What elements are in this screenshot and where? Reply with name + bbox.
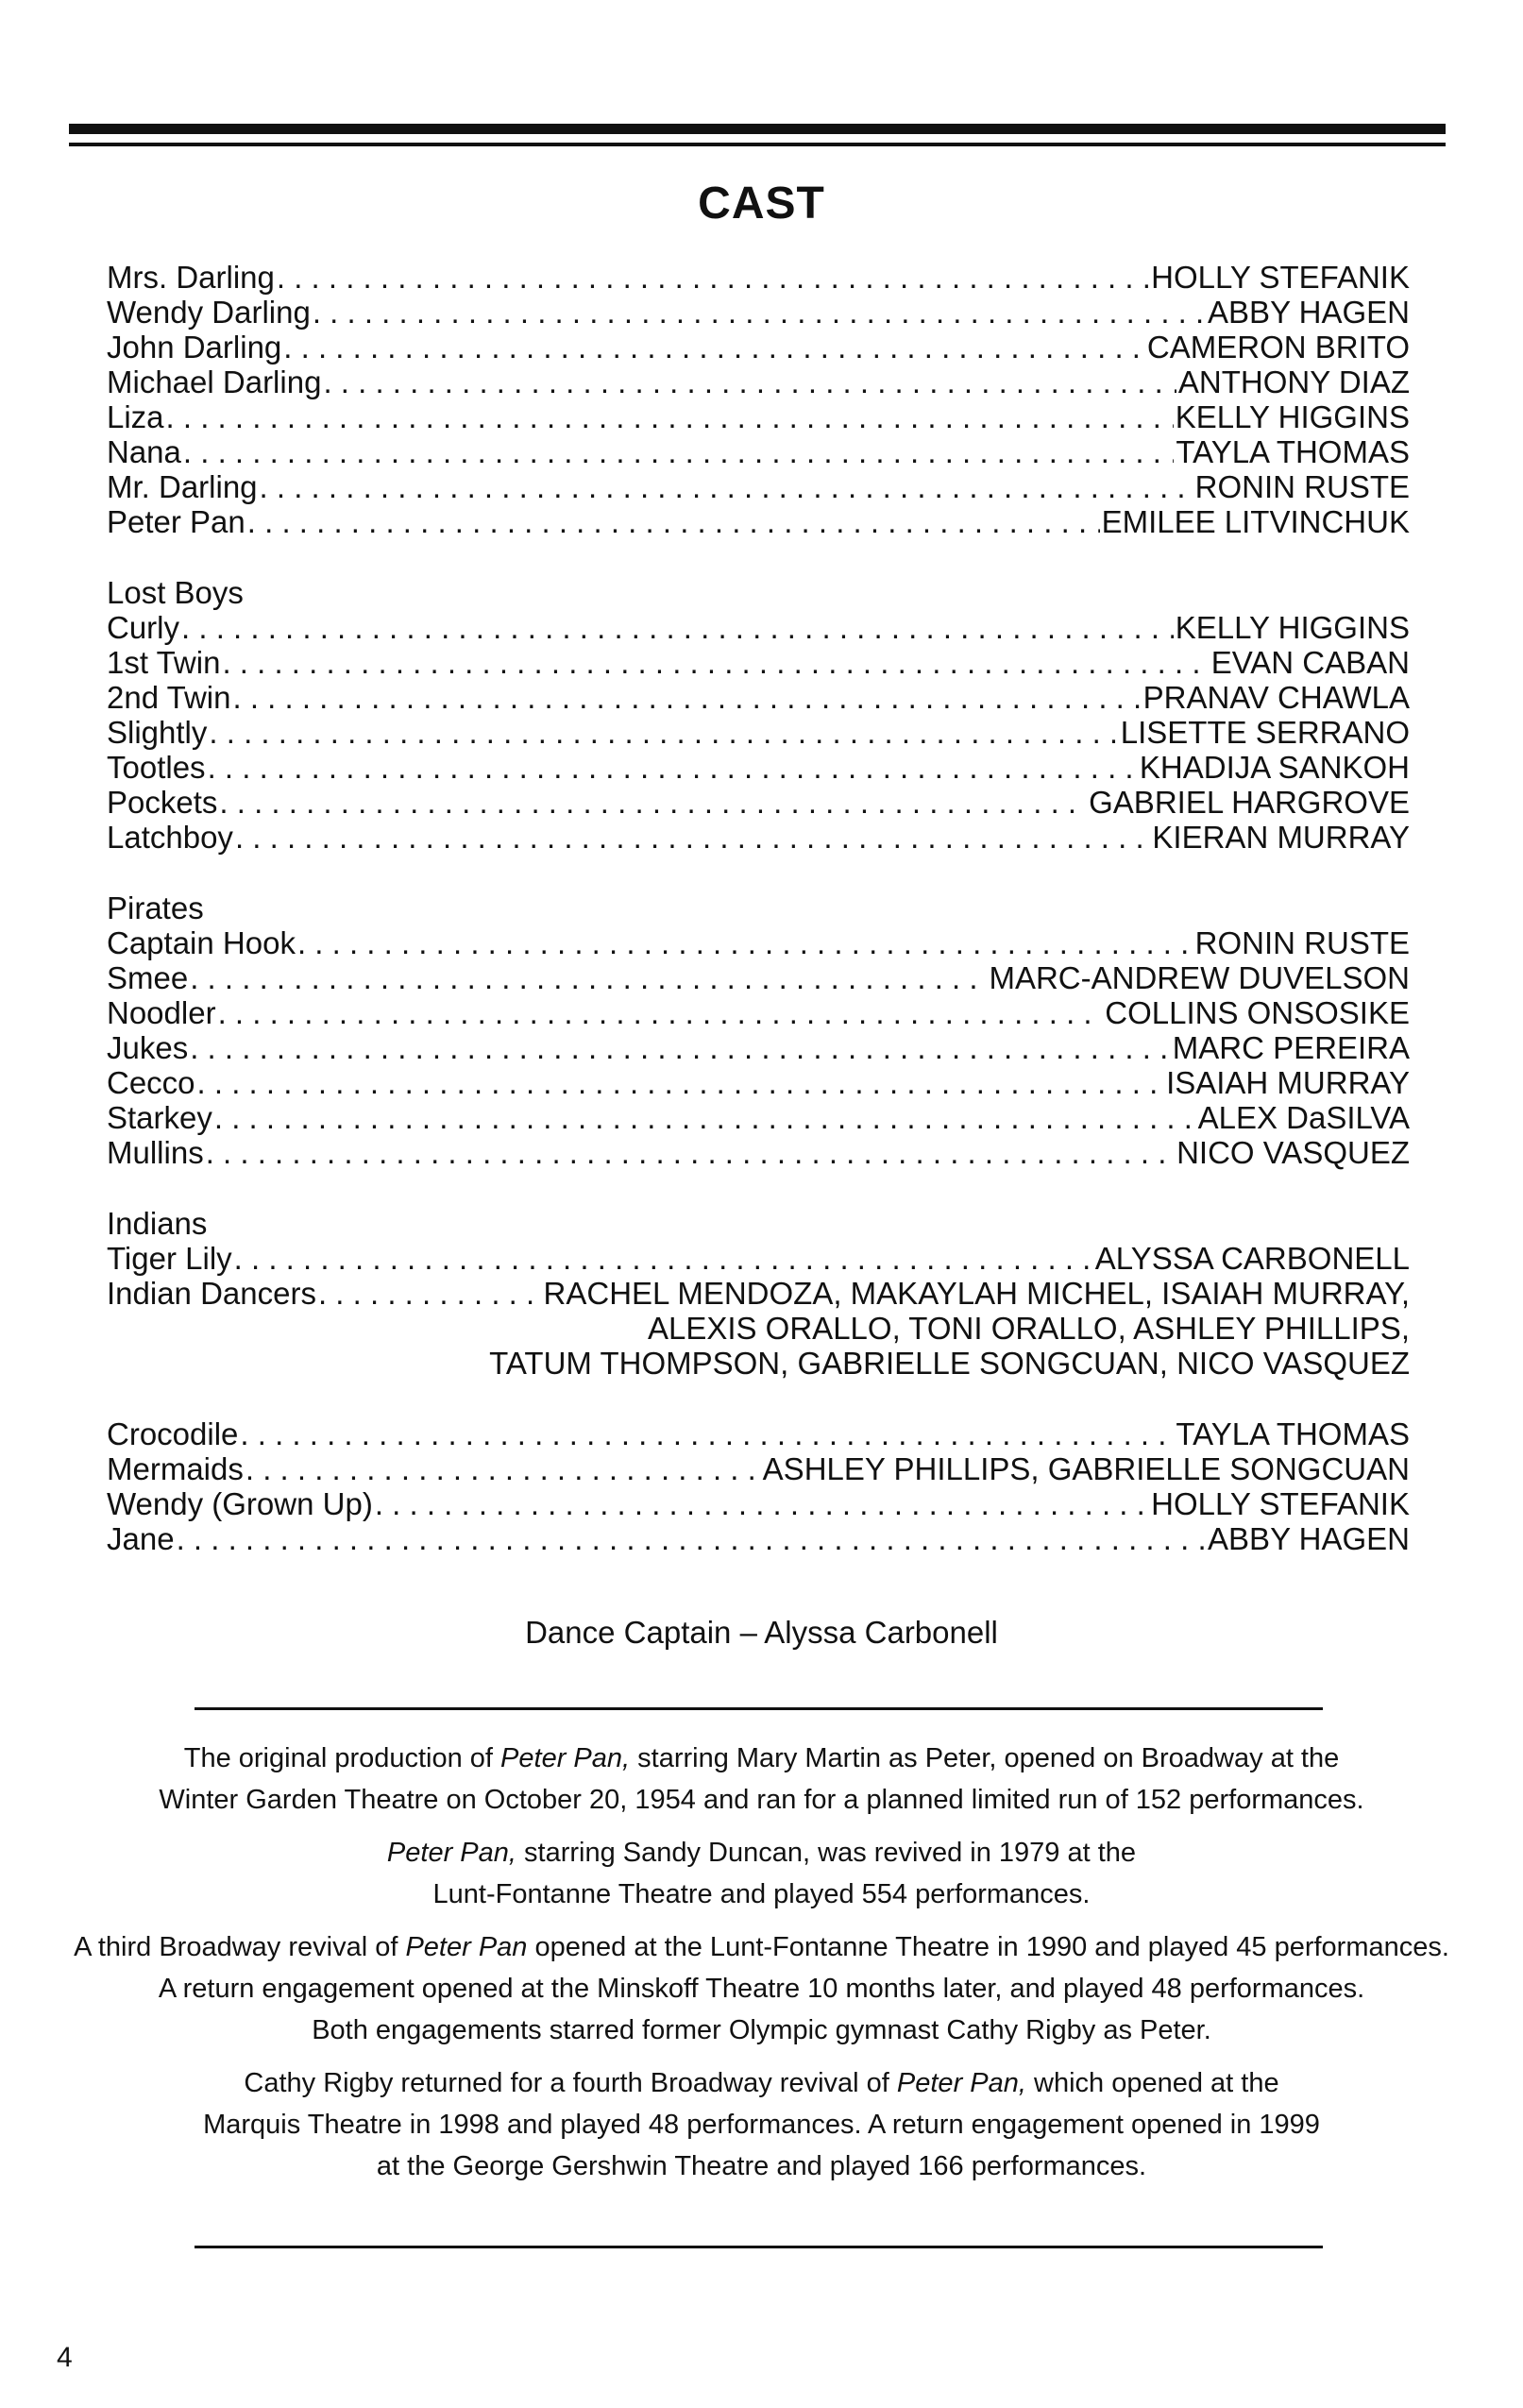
note-text: which opened at the bbox=[1025, 2068, 1279, 2098]
cast-row bbox=[107, 260, 1410, 295]
cast-actor: MARC PEREIRA bbox=[1172, 1030, 1410, 1065]
note-show-title: Peter Pan bbox=[405, 1932, 528, 1962]
cast-role: John Darling bbox=[107, 330, 282, 365]
dot-leader bbox=[206, 1135, 1175, 1170]
cast-role: Liza bbox=[107, 399, 164, 434]
cast-row bbox=[107, 469, 1410, 504]
cast-role: Curly bbox=[107, 610, 180, 645]
cast-role: Captain Hook bbox=[107, 925, 296, 960]
cast-row bbox=[107, 434, 1410, 469]
note-text: starring Mary Martin as Peter, opened on Broadway at the bbox=[630, 1743, 1340, 1773]
dot-leader bbox=[208, 750, 1138, 785]
history-paragraph bbox=[0, 2062, 1523, 2187]
note-text: Lunt-Fontanne Theatre and played 554 performances. bbox=[432, 1879, 1091, 1909]
cast-actor: ANTHONY DIAZ bbox=[1177, 365, 1410, 399]
cast-actor: ALYSSA CARBONELL bbox=[1094, 1241, 1410, 1276]
cast-role: Cecco bbox=[107, 1065, 195, 1100]
cast-indians-group bbox=[107, 1241, 1410, 1311]
cast-actor: LISETTE SERRANO bbox=[1120, 715, 1410, 750]
cast-row bbox=[107, 1241, 1410, 1276]
cast-actor: ALEX DaSILVA bbox=[1197, 1100, 1410, 1135]
dot-leader bbox=[234, 1241, 1093, 1276]
note-text: A third Broadway revival of bbox=[74, 1932, 406, 1962]
dot-leader bbox=[318, 1276, 542, 1311]
cast-row bbox=[107, 645, 1410, 680]
note-text: Winter Garden Theatre on October 20, 1954 and ran for a planned limited run of 152 performances. bbox=[159, 1785, 1364, 1815]
cast-row bbox=[107, 925, 1410, 960]
cast-role: Peter Pan bbox=[107, 504, 245, 539]
cast-actor: HOLLY STEFANIK bbox=[1151, 1486, 1410, 1521]
section-heading-pirates: Pirates bbox=[107, 890, 204, 925]
note-show-title: Peter Pan, bbox=[386, 1838, 516, 1868]
history-paragraph bbox=[0, 1738, 1523, 1821]
cast-row bbox=[107, 1416, 1410, 1451]
dot-leader bbox=[235, 820, 1150, 855]
cast-row bbox=[107, 504, 1410, 539]
cast-role: Michael Darling bbox=[107, 365, 322, 399]
dot-leader bbox=[283, 330, 1145, 365]
top-rule-thick bbox=[69, 124, 1446, 134]
cast-actor: HOLLY STEFANIK bbox=[1151, 260, 1410, 295]
cast-row bbox=[107, 1276, 1410, 1311]
cast-row bbox=[107, 399, 1410, 434]
cast-role: Noodler bbox=[107, 995, 216, 1030]
cast-actor: ABBY HAGEN bbox=[1208, 295, 1410, 330]
dot-leader bbox=[181, 610, 1174, 645]
cast-actor: COLLINS ONSOSIKE bbox=[1105, 995, 1410, 1030]
section-heading-lost-boys: Lost Boys bbox=[107, 575, 244, 610]
page-title: CAST bbox=[698, 178, 825, 229]
dot-leader bbox=[197, 1065, 1165, 1100]
page-number: 4 bbox=[57, 2342, 73, 2373]
cast-row bbox=[107, 750, 1410, 785]
cast-row bbox=[107, 960, 1410, 995]
cast-row bbox=[107, 1521, 1410, 1556]
section-heading-indians: Indians bbox=[107, 1206, 208, 1241]
cast-role: Mermaids bbox=[107, 1451, 244, 1486]
cast-actor: PRANAV CHAWLA bbox=[1142, 680, 1410, 715]
cast-list bbox=[107, 260, 1410, 1556]
cast-main-group bbox=[107, 260, 1410, 539]
note-show-title: Peter Pan, bbox=[500, 1743, 631, 1773]
note-text: The original production of bbox=[183, 1743, 501, 1773]
dot-leader bbox=[323, 365, 1176, 399]
cast-actor: KHADIJA SANKOH bbox=[1139, 750, 1410, 785]
cast-actor: ASHLEY PHILLIPS, GABRIELLE SONGCUAN bbox=[762, 1451, 1410, 1486]
cast-role: Nana bbox=[107, 434, 181, 469]
cast-role: Mullins bbox=[107, 1135, 204, 1170]
cast-role: Latchboy bbox=[107, 820, 233, 855]
dot-leader bbox=[222, 645, 1209, 680]
dot-leader bbox=[245, 1451, 761, 1486]
cast-role: Jukes bbox=[107, 1030, 189, 1065]
dot-leader bbox=[297, 925, 1193, 960]
cast-row bbox=[107, 295, 1410, 330]
note-text: Both engagements starred former Olympic gymnast Cathy Rigby as Peter. bbox=[312, 2015, 1211, 2045]
cast-actor: KELLY HIGGINS bbox=[1175, 399, 1410, 434]
cast-actor: TAYLA THOMAS bbox=[1176, 434, 1410, 469]
cast-role: Starkey bbox=[107, 1100, 212, 1135]
dot-leader bbox=[177, 1521, 1206, 1556]
cast-actor: RONIN RUSTE bbox=[1194, 925, 1410, 960]
cast-role: 1st Twin bbox=[107, 645, 221, 680]
dot-leader bbox=[183, 434, 1175, 469]
cast-actor: NICO VASQUEZ bbox=[1176, 1135, 1410, 1170]
cast-role: Crocodile bbox=[107, 1416, 239, 1451]
cast-row bbox=[107, 365, 1410, 399]
dot-leader bbox=[190, 960, 987, 995]
dot-leader bbox=[219, 785, 1087, 820]
dot-leader bbox=[166, 399, 1174, 434]
note-show-title: Peter Pan, bbox=[896, 2068, 1026, 2098]
cast-row bbox=[107, 785, 1410, 820]
cast-role: Mrs. Darling bbox=[107, 260, 275, 295]
dance-captain-credit: Dance Captain – Alyssa Carbonell bbox=[525, 1615, 998, 1650]
history-paragraph bbox=[0, 1926, 1523, 2051]
note-text: at the George Gershwin Theatre and played 166 performances. bbox=[376, 2151, 1147, 2181]
cast-actor: CAMERON BRITO bbox=[1146, 330, 1410, 365]
cast-role: Indian Dancers bbox=[107, 1276, 316, 1311]
cast-row bbox=[107, 330, 1410, 365]
cast-role: Wendy Darling bbox=[107, 295, 311, 330]
cast-row bbox=[107, 1030, 1410, 1065]
cast-role: Wendy (Grown Up) bbox=[107, 1486, 373, 1521]
dot-leader bbox=[232, 680, 1141, 715]
cast-actor: MARC-ANDREW DUVELSON bbox=[989, 960, 1410, 995]
cast-row bbox=[107, 1486, 1410, 1521]
dot-leader bbox=[260, 469, 1193, 504]
note-text: A return engagement opened at the Minskoff Theatre 10 months later, and played 48 performances. bbox=[158, 1974, 1365, 2004]
divider-rule bbox=[195, 1707, 1323, 1710]
cast-role: Jane bbox=[107, 1521, 175, 1556]
note-text: starring Sandy Duncan, was revived in 1979 at the bbox=[516, 1838, 1137, 1868]
divider-rule bbox=[195, 2246, 1323, 2248]
cast-actor: GABRIEL HARGROVE bbox=[1089, 785, 1410, 820]
cast-actor: TAYLA THOMAS bbox=[1176, 1416, 1410, 1451]
cast-row bbox=[107, 1065, 1410, 1100]
dot-leader bbox=[247, 504, 1100, 539]
dot-leader bbox=[209, 715, 1118, 750]
note-text: Marquis Theatre in 1998 and played 48 performances. A return engagement opened in 1999 bbox=[203, 2110, 1320, 2140]
cast-role: Tootles bbox=[107, 750, 206, 785]
dot-leader bbox=[277, 260, 1149, 295]
cast-actor: KELLY HIGGINS bbox=[1175, 610, 1410, 645]
cast-actor: RACHEL MENDOZA, MAKAYLAH MICHEL, ISAIAH MURRAY, bbox=[543, 1276, 1410, 1311]
dot-leader bbox=[214, 1100, 1196, 1135]
dot-leader bbox=[190, 1030, 1171, 1065]
cast-row bbox=[107, 610, 1410, 645]
cast-continued-line: TATUM THOMPSON, GABRIELLE SONGCUAN, NICO VASQUEZ bbox=[489, 1346, 1410, 1381]
cast-pirates-group bbox=[107, 925, 1410, 1170]
dot-leader bbox=[218, 995, 1104, 1030]
cast-role: Mr. Darling bbox=[107, 469, 258, 504]
cast-row bbox=[107, 1100, 1410, 1135]
dot-leader bbox=[375, 1486, 1149, 1521]
cast-row bbox=[107, 995, 1410, 1030]
cast-role: Slightly bbox=[107, 715, 208, 750]
cast-others-group bbox=[107, 1416, 1410, 1556]
cast-row bbox=[107, 1451, 1410, 1486]
cast-row bbox=[107, 820, 1410, 855]
dot-leader bbox=[313, 295, 1206, 330]
history-paragraph bbox=[0, 1832, 1523, 1915]
production-history-notes bbox=[0, 1738, 1523, 2198]
cast-row bbox=[107, 1135, 1410, 1170]
cast-role: Tiger Lily bbox=[107, 1241, 232, 1276]
cast-actor: EVAN CABAN bbox=[1210, 645, 1410, 680]
cast-actor: KIERAN MURRAY bbox=[1152, 820, 1410, 855]
cast-actor: RONIN RUSTE bbox=[1194, 469, 1410, 504]
cast-role: Smee bbox=[107, 960, 189, 995]
cast-actor: ABBY HAGEN bbox=[1208, 1521, 1410, 1556]
note-text: Cathy Rigby returned for a fourth Broadway revival of bbox=[244, 2068, 897, 2098]
cast-actor: EMILEE LITVINCHUK bbox=[1101, 504, 1410, 539]
note-text: opened at the Lunt-Fontanne Theatre in 1990 and played 45 performances. bbox=[527, 1932, 1449, 1962]
cast-role: Pockets bbox=[107, 785, 218, 820]
cast-lost-boys-group bbox=[107, 610, 1410, 855]
cast-continued-line: ALEXIS ORALLO, TONI ORALLO, ASHLEY PHILLIPS, bbox=[647, 1311, 1410, 1346]
section-gap bbox=[107, 1381, 1410, 1416]
dot-leader bbox=[240, 1416, 1174, 1451]
cast-row bbox=[107, 715, 1410, 750]
top-rule-thin bbox=[69, 143, 1446, 146]
cast-row bbox=[107, 680, 1410, 715]
cast-role: 2nd Twin bbox=[107, 680, 231, 715]
cast-actor: ISAIAH MURRAY bbox=[1166, 1065, 1410, 1100]
